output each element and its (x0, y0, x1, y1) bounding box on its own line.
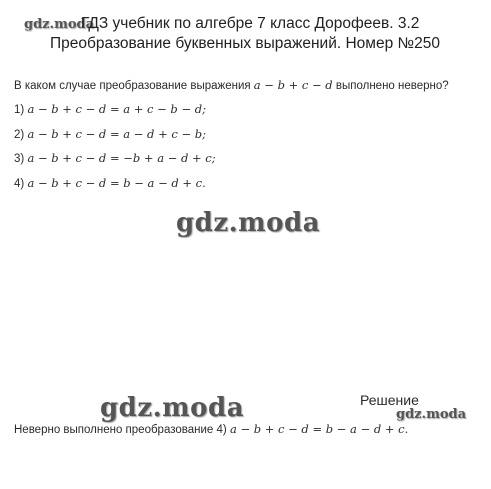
watermark-bottom-left: gdz.moda (100, 393, 245, 423)
page-title-line2: Преобразование буквенных выражений. Номер №250 (50, 35, 440, 52)
question-prefix: В каком случае преобразование выражения (14, 80, 251, 92)
question-expression: a − b + c − d (253, 78, 333, 92)
option-expression: a − b + c − d = a − d + c − b; (27, 127, 206, 141)
page-title-line1: ГДЗ учебник по алгебре 7 класс Дорофеев. 3.2 (81, 15, 420, 32)
watermark-bottom-right: gdz.moda (396, 407, 467, 422)
option-number: 1) (14, 104, 25, 116)
option-number: 4) (14, 178, 25, 190)
task-option-1 (14, 102, 206, 116)
task-question (14, 78, 449, 92)
question-suffix: выполнено неверно? (335, 80, 449, 92)
answer-expression: a − b + c − d = b − a − d + c. (229, 422, 409, 436)
option-number: 3) (14, 153, 25, 165)
option-number: 2) (14, 129, 25, 141)
option-expression: a − b + c − d = −b + a − d + c; (27, 151, 216, 165)
task-option-2 (14, 127, 206, 141)
solution-label: Решение (360, 392, 419, 408)
option-expression: a − b + c − d = a + c − b − d; (27, 102, 206, 116)
task-option-4 (14, 176, 206, 190)
option-expression: a − b + c − d = b − a − d + c. (27, 176, 206, 190)
solution-answer (14, 422, 408, 436)
watermark-center: gdz.moda (176, 208, 321, 238)
task-option-3 (14, 151, 216, 165)
answer-prefix: Неверно выполнено преобразование 4) (14, 424, 227, 436)
logo-watermark: gdz.moda (24, 17, 95, 32)
